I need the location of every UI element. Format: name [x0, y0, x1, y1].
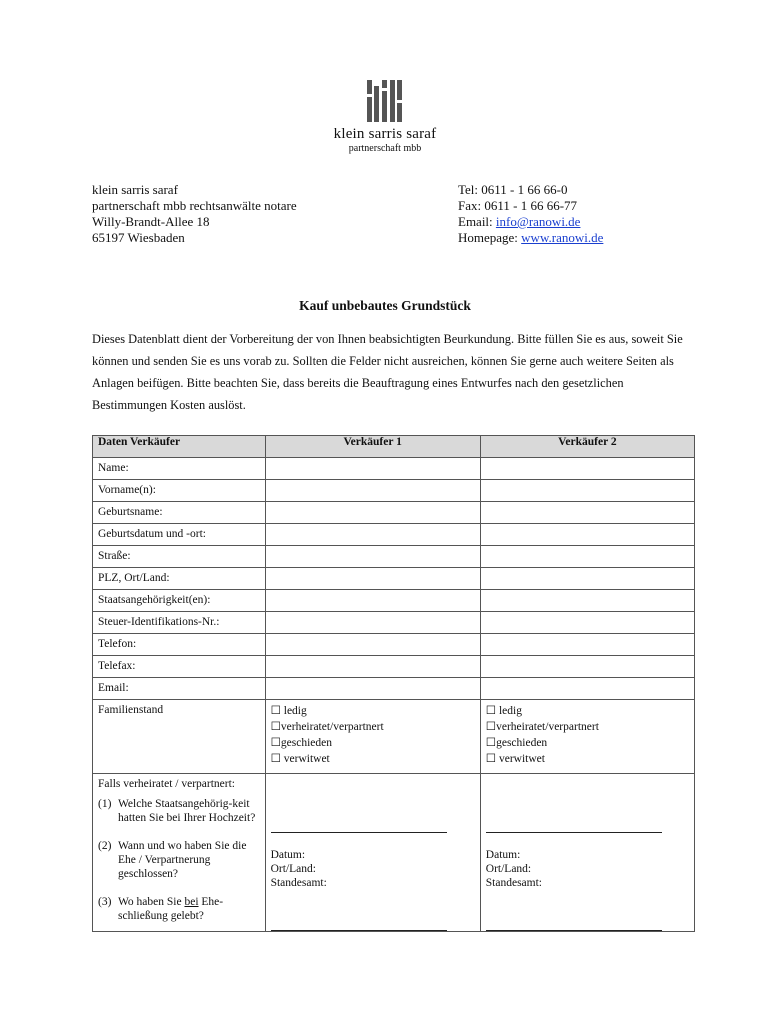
firm-logo [320, 80, 450, 154]
logo-mark-icon [360, 80, 410, 122]
seller-2-field[interactable] [480, 568, 694, 590]
document-title: Kauf unbebautes Grundstück [299, 298, 471, 313]
row-label: PLZ, Ort/Land: [93, 568, 266, 590]
seller-1-field[interactable] [265, 502, 480, 524]
row-label: Staatsangehörigkeit(en): [93, 590, 266, 612]
question-2 [98, 839, 260, 881]
q3-text-before: Wo haben Sie [118, 896, 185, 908]
q2-answer-fields[interactable] [271, 848, 475, 890]
contact-tel: Tel: 0611 - 1 66 66-0 [458, 182, 568, 197]
question-number: (2) [98, 840, 112, 852]
familienstand-row [93, 700, 695, 774]
field-label: Datum: [270, 849, 306, 861]
seller-2-field[interactable] [480, 458, 694, 480]
question-number: (1) [98, 798, 112, 810]
seller-2-married-answers [480, 774, 694, 932]
checkbox-verheiratet[interactable]: ☐verheiratet/verpartnert [270, 721, 384, 733]
seller-data-table [92, 435, 695, 932]
seller-2-field[interactable] [480, 678, 694, 700]
checkbox-geschieden[interactable]: ☐geschieden [485, 737, 548, 749]
q2-answer-fields[interactable] [486, 848, 689, 890]
seller-1-field[interactable] [265, 612, 480, 634]
intro-paragraph: Dieses Datenblatt dient der Vorbereitung der von Ihnen beabsichtigten Beurkundung. Bitte füllen Sie es aus, soweit Sie können und senden Sie es uns vorab zu. Sollten die Felder nicht ausreichen, können Sie gerne auch weitere Seiten als Anlagen beifügen. Bitte beachten Sie, dass bereits die Beauftragung eines Entwurfes nach den gesetzlichen Bestimmungen Kosten auslöst. [92, 332, 683, 412]
row-label: Geburtsname: [93, 502, 266, 524]
table-row [93, 480, 695, 502]
address-line: Willy-Brandt-Allee 18 [92, 214, 210, 229]
address-line: partnerschaft mbb rechtsanwälte notare [92, 198, 297, 213]
seller-1-field[interactable] [265, 590, 480, 612]
email-label: Email: [458, 214, 496, 229]
row-label: Familienstand [93, 700, 266, 774]
contact-homepage [458, 230, 603, 246]
seller-2-field[interactable] [480, 590, 694, 612]
seller-1-field[interactable] [265, 568, 480, 590]
row-label: Telefax: [93, 656, 266, 678]
seller-2-field[interactable] [480, 656, 694, 678]
field-label: Datum: [485, 849, 521, 861]
seller-2-field[interactable] [480, 502, 694, 524]
checkbox-ledig[interactable]: ☐ ledig [270, 705, 307, 717]
checkbox-verheiratet[interactable]: ☐verheiratet/verpartnert [485, 721, 599, 733]
address-line: 65197 Wiesbaden [92, 230, 185, 245]
field-label: Ort/Land: [485, 863, 532, 875]
row-label: Telefon: [93, 634, 266, 656]
header-seller-2: Verkäufer 2 [480, 436, 694, 458]
row-label: Vorname(n): [93, 480, 266, 502]
question-3 [98, 895, 260, 923]
table-row [93, 612, 695, 634]
logo-subtitle: partnerschaft mbb [348, 143, 422, 154]
header-data-seller: Daten Verkäufer [93, 436, 266, 458]
checkbox-verwitwet[interactable]: ☐ verwitwet [485, 753, 545, 765]
seller-1-field[interactable] [265, 678, 480, 700]
firm-address [92, 182, 297, 246]
seller-2-marital-options [480, 700, 694, 774]
table-row [93, 656, 695, 678]
table-row [93, 502, 695, 524]
checkbox-geschieden[interactable]: ☐geschieden [270, 737, 332, 749]
field-label: Standesamt: [485, 877, 542, 889]
table-row [93, 590, 695, 612]
field-label: Ort/Land: [270, 863, 316, 875]
seller-1-field[interactable] [265, 634, 480, 656]
contact-email [458, 214, 603, 230]
firm-contact [458, 182, 603, 246]
seller-1-field[interactable] [265, 656, 480, 678]
email-link[interactable]: info@ranowi.de [495, 214, 581, 229]
row-label: Straße: [93, 546, 266, 568]
address-line: klein sarris saraf [92, 182, 178, 197]
table-row [93, 678, 695, 700]
question-text: Welche Staatsangehörig-keit hatten Sie bei Ihrer Hochzeit? [118, 798, 256, 824]
seller-2-field[interactable] [480, 612, 694, 634]
row-label: Name: [93, 458, 266, 480]
row-label: Email: [93, 678, 266, 700]
checkbox-verwitwet[interactable]: ☐ verwitwet [270, 753, 330, 765]
logo-name: klein sarris saraf [333, 126, 437, 142]
table-row [93, 546, 695, 568]
seller-2-field[interactable] [480, 546, 694, 568]
seller-1-field[interactable] [265, 524, 480, 546]
question-text: Wann und wo haben Sie die Ehe / Verpartnerung geschlossen? [118, 840, 247, 880]
question-number: (3) [98, 896, 112, 908]
row-label: Geburtsdatum und -ort: [93, 524, 266, 546]
q3-answer-line[interactable] [486, 929, 662, 931]
table-row [93, 634, 695, 656]
seller-2-field[interactable] [480, 524, 694, 546]
married-label: Falls verheiratet / verpartnert: [98, 778, 235, 790]
married-questions-row [93, 774, 695, 932]
table-row [93, 524, 695, 546]
table-row [93, 458, 695, 480]
seller-1-field[interactable] [265, 546, 480, 568]
seller-2-field[interactable] [480, 480, 694, 502]
q3-answer-line[interactable] [271, 929, 447, 931]
homepage-label: Homepage: [458, 230, 522, 245]
q3-text-underlined: bei [184, 896, 199, 908]
seller-2-field[interactable] [480, 634, 694, 656]
checkbox-ledig[interactable]: ☐ ledig [485, 705, 522, 717]
question-text [118, 895, 260, 923]
seller-1-married-answers [265, 774, 480, 932]
table-header-row [93, 436, 695, 458]
seller-1-marital-options [265, 700, 480, 774]
seller-1-field[interactable] [265, 458, 480, 480]
question-1 [98, 797, 260, 825]
homepage-link[interactable]: www.ranowi.de [521, 230, 604, 245]
row-label: Steuer-Identifikations-Nr.: [93, 612, 266, 634]
contact-fax: Fax: 0611 - 1 66 66-77 [458, 198, 578, 213]
field-label: Standesamt: [270, 877, 327, 889]
seller-1-field[interactable] [265, 480, 480, 502]
married-questions [93, 774, 266, 932]
q3-text-after: Ehe-schließung gelebt? [118, 896, 224, 922]
header-seller-1: Verkäufer 1 [265, 436, 480, 458]
table-row [93, 568, 695, 590]
